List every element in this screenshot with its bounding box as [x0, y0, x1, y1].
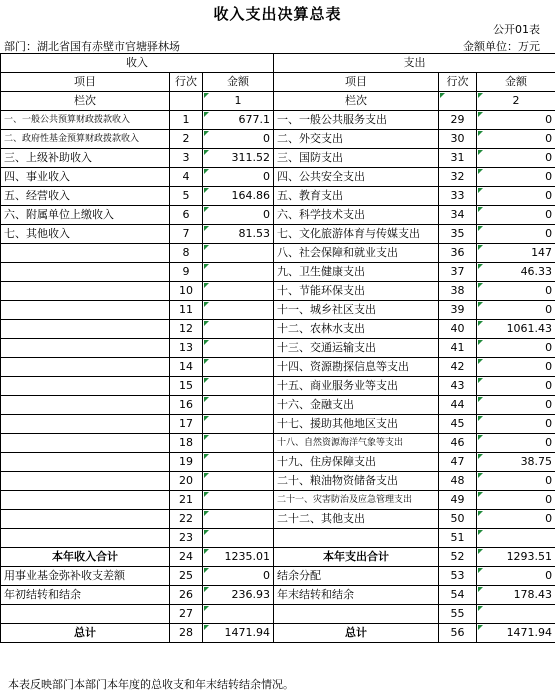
expense-amount-cell: 0 — [477, 415, 555, 434]
table-row — [1, 168, 555, 187]
table-row — [1, 396, 555, 415]
expense-line-cell: 35 — [439, 225, 477, 244]
expense-item-cell: 年末结转和结余 — [274, 586, 439, 605]
table-row — [1, 491, 555, 510]
expense-amount-cell: 0 — [477, 301, 555, 320]
expense-item-cell: 八、社会保障和就业支出 — [274, 244, 439, 263]
expense-line-cell: 50 — [439, 510, 477, 529]
expense-item-cell: 二十二、其他支出 — [274, 510, 439, 529]
income-amount-cell: 0 — [203, 168, 274, 187]
expense-line-cell: 41 — [439, 339, 477, 358]
income-amount-cell — [203, 301, 274, 320]
expense-line-cell: 44 — [439, 396, 477, 415]
expense-amount-cell: 0 — [477, 358, 555, 377]
expense-line-cell: 37 — [439, 263, 477, 282]
income-item-cell: 一、一般公共预算财政拨款收入 — [1, 111, 170, 130]
income-item-cell: 四、事业收入 — [1, 168, 170, 187]
department-label: 部门：湖北省国有赤壁市官塘驿林场 — [4, 40, 180, 53]
expense-amount-cell: 0 — [477, 130, 555, 149]
income-amount-cell — [203, 529, 274, 548]
income-amount-cell — [203, 339, 274, 358]
income-line-cell: 24 — [170, 548, 203, 567]
income-column-number: 1 — [203, 92, 274, 111]
expense-amount-cell: 0 — [477, 434, 555, 453]
income-line-cell: 15 — [170, 377, 203, 396]
income-amount-cell — [203, 320, 274, 339]
income-line-cell: 16 — [170, 396, 203, 415]
expense-item-header: 项目 — [274, 73, 439, 92]
table-row — [1, 130, 555, 149]
income-amount-cell: 677.1 — [203, 111, 274, 130]
income-item-cell — [1, 453, 170, 472]
expense-item-cell — [274, 529, 439, 548]
income-amount-cell — [203, 415, 274, 434]
income-amount-cell: 0 — [203, 567, 274, 586]
income-line-cell: 4 — [170, 168, 203, 187]
amount-unit-label: 金额单位：万元 — [463, 40, 540, 53]
expense-line-header: 行次 — [439, 73, 477, 92]
expense-amount-cell: 1061.43 — [477, 320, 555, 339]
income-item-cell: 年初结转和结余 — [1, 586, 170, 605]
income-amount-cell — [203, 244, 274, 263]
income-item-cell — [1, 263, 170, 282]
expense-line-cell: 55 — [439, 605, 477, 624]
table-row — [1, 244, 555, 263]
expense-line-cell: 30 — [439, 130, 477, 149]
income-item-cell — [1, 339, 170, 358]
income-item-cell: 七、其他收入 — [1, 225, 170, 244]
income-amount-cell — [203, 263, 274, 282]
income-line-cell: 1 — [170, 111, 203, 130]
table-row — [1, 111, 555, 130]
total-row — [1, 567, 555, 586]
table-row — [1, 453, 555, 472]
expense-line-cell: 48 — [439, 472, 477, 491]
income-line-cell: 8 — [170, 244, 203, 263]
expense-amount-cell: 0 — [477, 149, 555, 168]
income-line-cell: 23 — [170, 529, 203, 548]
table-row — [1, 187, 555, 206]
document-code: 公开01表 — [493, 23, 540, 36]
expense-column-label: 栏次 — [274, 92, 439, 111]
expense-amount-cell: 0 — [477, 377, 555, 396]
expense-item-cell: 总计 — [274, 624, 439, 643]
total-row — [1, 605, 555, 624]
income-line-cell: 17 — [170, 415, 203, 434]
income-item-cell — [1, 358, 170, 377]
income-line-cell: 27 — [170, 605, 203, 624]
expense-item-cell: 三、国防支出 — [274, 149, 439, 168]
income-amount-cell — [203, 605, 274, 624]
income-item-cell — [1, 244, 170, 263]
expense-amount-header: 金额 — [477, 73, 555, 92]
income-item-cell — [1, 472, 170, 491]
expense-amount-cell: 1293.51 — [477, 548, 555, 567]
expense-item-cell: 十七、援助其他地区支出 — [274, 415, 439, 434]
income-amount-cell — [203, 491, 274, 510]
income-line-cell: 18 — [170, 434, 203, 453]
income-expense-table — [0, 53, 555, 643]
income-amount-cell — [203, 358, 274, 377]
expense-amount-cell: 0 — [477, 187, 555, 206]
expense-item-cell: 十一、城乡社区支出 — [274, 301, 439, 320]
income-line-cell: 26 — [170, 586, 203, 605]
expense-amount-cell: 0 — [477, 168, 555, 187]
expense-amount-cell: 178.43 — [477, 586, 555, 605]
expense-line-cell: 42 — [439, 358, 477, 377]
expense-line-cell: 49 — [439, 491, 477, 510]
expense-item-cell: 一、一般公共服务支出 — [274, 111, 439, 130]
expense-line-cell: 40 — [439, 320, 477, 339]
expense-line-cell: 32 — [439, 168, 477, 187]
income-item-cell: 五、经营收入 — [1, 187, 170, 206]
expense-column-line-empty — [439, 92, 477, 111]
expense-amount-cell: 0 — [477, 225, 555, 244]
income-item-cell: 二、政府性基金预算财政拨款收入 — [1, 130, 170, 149]
expense-item-cell — [274, 605, 439, 624]
table-row — [1, 339, 555, 358]
footer-note: 本表反映部门本部门本年度的总收支和年末结转结余情况。 — [8, 678, 294, 691]
expense-line-cell: 29 — [439, 111, 477, 130]
expense-amount-cell: 0 — [477, 510, 555, 529]
income-item-cell — [1, 529, 170, 548]
income-item-cell: 总计 — [1, 624, 170, 643]
income-line-cell: 5 — [170, 187, 203, 206]
expense-line-cell: 52 — [439, 548, 477, 567]
table-row — [1, 434, 555, 453]
expense-item-cell: 二十、粮油物资储备支出 — [274, 472, 439, 491]
expense-line-cell: 46 — [439, 434, 477, 453]
income-line-cell: 2 — [170, 130, 203, 149]
income-column-line-empty — [170, 92, 203, 111]
income-item-cell — [1, 510, 170, 529]
expense-item-cell: 十三、交通运输支出 — [274, 339, 439, 358]
expense-line-cell: 53 — [439, 567, 477, 586]
expense-item-cell: 五、教育支出 — [274, 187, 439, 206]
income-amount-cell — [203, 510, 274, 529]
income-item-cell — [1, 491, 170, 510]
report-title: 收入支出决算总表 — [213, 5, 342, 23]
expense-line-cell: 43 — [439, 377, 477, 396]
expense-line-cell: 38 — [439, 282, 477, 301]
expense-item-cell: 十九、住房保障支出 — [274, 453, 439, 472]
expense-item-cell: 十、节能环保支出 — [274, 282, 439, 301]
expense-item-cell: 十四、资源勘探信息等支出 — [274, 358, 439, 377]
expense-item-cell: 二、外交支出 — [274, 130, 439, 149]
expense-line-cell: 51 — [439, 529, 477, 548]
table-row — [1, 320, 555, 339]
income-item-cell: 三、上级补助收入 — [1, 149, 170, 168]
income-line-cell: 21 — [170, 491, 203, 510]
income-amount-cell — [203, 282, 274, 301]
expense-item-cell: 十二、农林水支出 — [274, 320, 439, 339]
income-amount-cell: 1471.94 — [203, 624, 274, 643]
income-line-cell: 9 — [170, 263, 203, 282]
table-row — [1, 149, 555, 168]
expense-amount-cell: 0 — [477, 206, 555, 225]
income-line-cell: 13 — [170, 339, 203, 358]
expense-column-number: 2 — [477, 92, 555, 111]
income-line-cell: 20 — [170, 472, 203, 491]
expense-item-cell: 十八、自然资源海洋气象等支出 — [274, 434, 439, 453]
income-line-cell: 6 — [170, 206, 203, 225]
table-row — [1, 415, 555, 434]
income-line-cell: 11 — [170, 301, 203, 320]
expense-line-cell: 36 — [439, 244, 477, 263]
income-amount-cell — [203, 434, 274, 453]
expense-item-cell: 十五、商业服务业等支出 — [274, 377, 439, 396]
table-row — [1, 377, 555, 396]
expense-amount-cell: 0 — [477, 567, 555, 586]
income-amount-cell: 164.86 — [203, 187, 274, 206]
expense-amount-cell: 0 — [477, 282, 555, 301]
expense-line-cell: 31 — [439, 149, 477, 168]
total-row — [1, 586, 555, 605]
income-line-cell: 28 — [170, 624, 203, 643]
table-row — [1, 263, 555, 282]
expense-item-cell: 十六、金融支出 — [274, 396, 439, 415]
income-item-cell — [1, 282, 170, 301]
income-amount-cell: 81.53 — [203, 225, 274, 244]
expense-line-cell: 33 — [439, 187, 477, 206]
table-row — [1, 358, 555, 377]
income-line-cell: 7 — [170, 225, 203, 244]
income-line-cell: 22 — [170, 510, 203, 529]
income-line-cell: 12 — [170, 320, 203, 339]
expense-item-cell: 六、科学技术支出 — [274, 206, 439, 225]
expense-amount-cell — [477, 605, 555, 624]
income-line-cell: 10 — [170, 282, 203, 301]
income-column-label: 栏次 — [1, 92, 170, 111]
expense-amount-cell: 0 — [477, 111, 555, 130]
income-line-cell: 3 — [170, 149, 203, 168]
income-item-cell — [1, 415, 170, 434]
income-amount-cell: 0 — [203, 130, 274, 149]
income-item-cell — [1, 320, 170, 339]
expense-item-cell: 四、公共安全支出 — [274, 168, 439, 187]
income-amount-cell: 236.93 — [203, 586, 274, 605]
income-amount-cell: 311.52 — [203, 149, 274, 168]
income-line-cell: 19 — [170, 453, 203, 472]
expense-amount-cell: 1471.94 — [477, 624, 555, 643]
total-row — [1, 548, 555, 567]
table-row — [1, 282, 555, 301]
table-row — [1, 472, 555, 491]
expense-line-cell: 56 — [439, 624, 477, 643]
expense-amount-cell: 0 — [477, 472, 555, 491]
expense-line-cell: 47 — [439, 453, 477, 472]
income-amount-cell — [203, 396, 274, 415]
expense-line-cell: 34 — [439, 206, 477, 225]
expense-amount-cell: 0 — [477, 339, 555, 358]
expense-line-cell: 45 — [439, 415, 477, 434]
income-item-cell: 六、附属单位上缴收入 — [1, 206, 170, 225]
income-item-cell: 本年收入合计 — [1, 548, 170, 567]
expense-item-cell: 结余分配 — [274, 567, 439, 586]
expense-item-cell: 二十一、灾害防治及应急管理支出 — [274, 491, 439, 510]
table-row — [1, 301, 555, 320]
income-amount-cell — [203, 472, 274, 491]
expense-line-cell: 39 — [439, 301, 477, 320]
expense-amount-cell: 46.33 — [477, 263, 555, 282]
income-item-header: 项目 — [1, 73, 170, 92]
income-item-cell — [1, 396, 170, 415]
income-item-cell — [1, 605, 170, 624]
income-amount-cell — [203, 453, 274, 472]
expense-section-header: 支出 — [274, 54, 555, 73]
expense-amount-cell: 147 — [477, 244, 555, 263]
expense-item-cell: 本年支出合计 — [274, 548, 439, 567]
income-line-cell: 14 — [170, 358, 203, 377]
income-section-header: 收入 — [1, 54, 274, 73]
table-row — [1, 225, 555, 244]
expense-amount-cell — [477, 529, 555, 548]
income-item-cell — [1, 301, 170, 320]
income-line-cell: 25 — [170, 567, 203, 586]
income-line-header: 行次 — [170, 73, 203, 92]
expense-amount-cell: 38.75 — [477, 453, 555, 472]
income-amount-header: 金额 — [203, 73, 274, 92]
income-amount-cell: 0 — [203, 206, 274, 225]
table-row — [1, 529, 555, 548]
table-row — [1, 206, 555, 225]
income-amount-cell: 1235.01 — [203, 548, 274, 567]
expense-amount-cell: 0 — [477, 396, 555, 415]
expense-line-cell: 54 — [439, 586, 477, 605]
expense-item-cell: 七、文化旅游体育与传媒支出 — [274, 225, 439, 244]
income-item-cell — [1, 434, 170, 453]
table-row — [1, 510, 555, 529]
income-amount-cell — [203, 377, 274, 396]
expense-amount-cell: 0 — [477, 491, 555, 510]
expense-item-cell: 九、卫生健康支出 — [274, 263, 439, 282]
income-item-cell: 用事业基金弥补收支差额 — [1, 567, 170, 586]
income-item-cell — [1, 377, 170, 396]
total-row — [1, 624, 555, 643]
